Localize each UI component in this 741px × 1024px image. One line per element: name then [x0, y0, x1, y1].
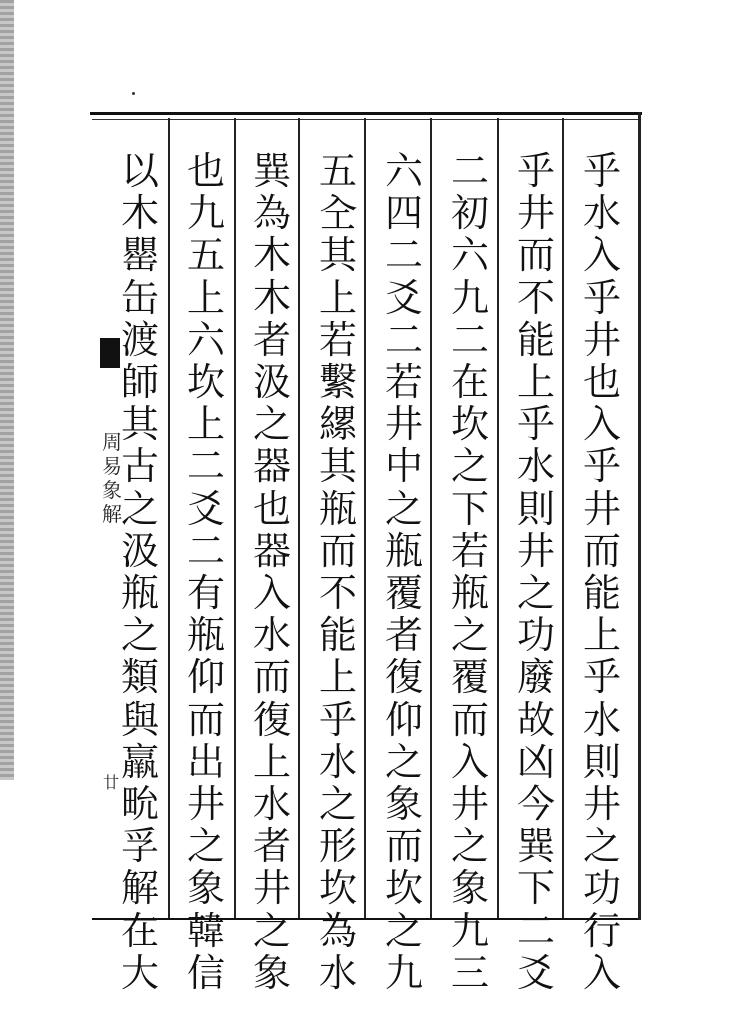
text-column-2: 乎井而不能上乎水則井之功廢故凶今巽下二爻	[516, 149, 555, 995]
top-border-inner	[92, 119, 640, 120]
fish-tail-mark	[100, 338, 120, 368]
text-column-6: 巽為木木者汲之器也器入水而復上水者井之象	[252, 149, 291, 995]
page-number: 廿	[102, 773, 119, 792]
margin-title: 周易象解	[102, 430, 122, 526]
text-column-4: 六四二爻二若井中之瓶覆者復仰之象而坎之九	[384, 149, 423, 995]
ink-speck	[132, 92, 135, 95]
binding-spine	[0, 0, 14, 780]
right-border	[638, 112, 641, 920]
top-border	[90, 112, 642, 115]
text-column-3: 二初六九二在坎之下若瓶之覆而入井之象九三	[450, 149, 489, 995]
text-column-1: 乎水入乎井也入乎井而能上乎水則井之功行入	[582, 149, 621, 995]
text-column-5: 五㒰其上若繫縲其瓶而不能上乎水之形坎為水	[318, 149, 357, 995]
text-column-7: 也九五上六坎上二爻二有瓶仰而出井之象韓信	[186, 149, 225, 995]
text-column-8: 以木罌缶渡師其古之汲瓶之類與羸㽙孚解在大	[120, 149, 159, 995]
